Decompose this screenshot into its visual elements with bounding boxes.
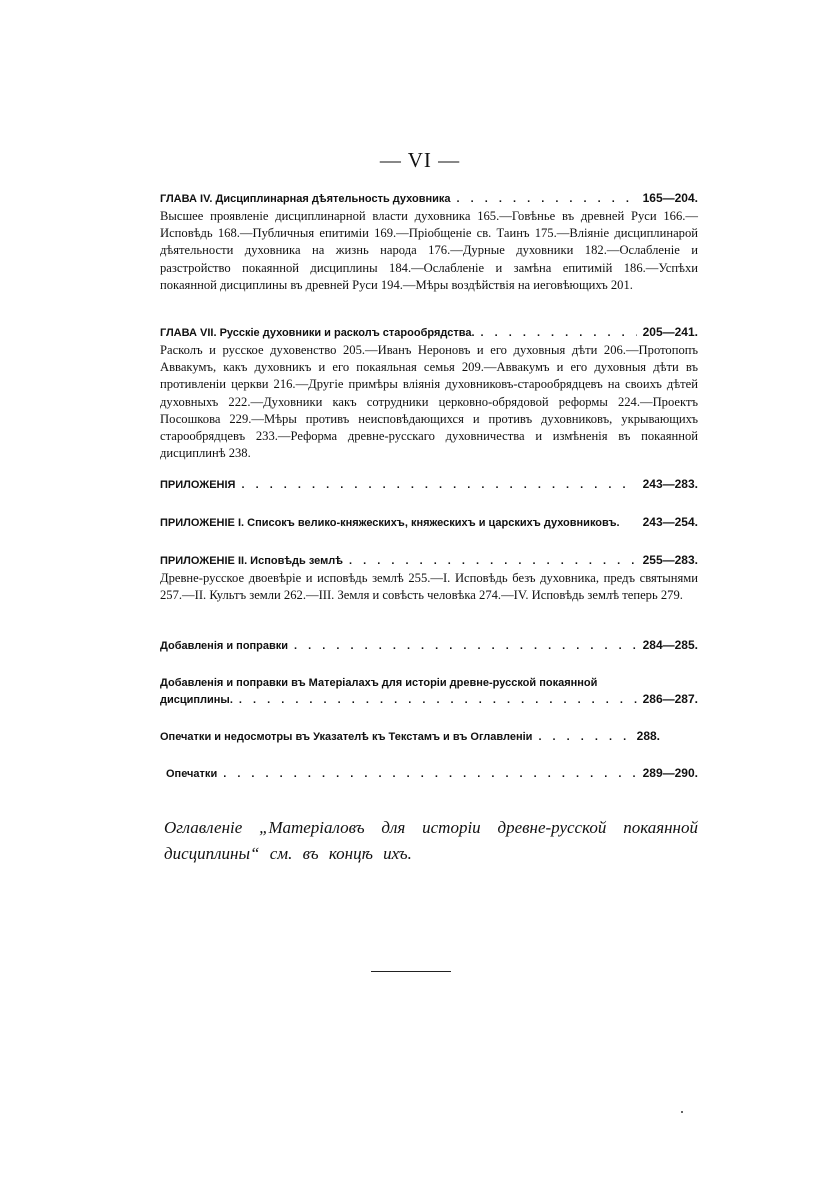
- dot-leader: [239, 692, 637, 708]
- toc-entry-pages: 165—204.: [642, 191, 698, 205]
- dot-leader: [223, 766, 636, 782]
- toc-entry-pages: 288.: [636, 729, 660, 743]
- print-speck: [681, 1111, 683, 1113]
- toc-entry-heading: [166, 765, 698, 782]
- dot-leader: [457, 191, 637, 207]
- page-number: — VI —: [379, 148, 461, 172]
- toc-entry-errata: [160, 765, 698, 782]
- dot-leader: [481, 325, 637, 341]
- dot-leader: [294, 638, 637, 654]
- toc-entry-heading: [160, 514, 698, 531]
- toc-entry-heading: [160, 637, 698, 654]
- dot-leader: [349, 553, 637, 569]
- toc-entry-heading: [160, 728, 660, 745]
- toc-entry-title: Опечатки: [166, 768, 218, 780]
- toc-entry-title: ГЛАВА IV. Дисциплинарная дѣятельность духовника: [160, 193, 451, 205]
- toc-entry-description: Древне-русское двоевѣріе и исповѣдь землѣ 255.—I. Исповѣдь безъ духовника, предъ святынями 257.—II. Культъ земли 262.—III. Земля и совѣсть человѣка 274.—IV. Исповѣдь землѣ теперь 279.: [160, 571, 698, 603]
- toc-entry-heading: [160, 324, 698, 341]
- toc-entry-title: ПРИЛОЖЕНІЕ II. Исповѣдь землѣ: [160, 555, 344, 567]
- toc-entry-title: ГЛАВА VII. Русскіе духовники и расколъ старообрядства.: [160, 327, 475, 339]
- toc-entry-title: ПРИЛОЖЕНІЕ I. Списокъ велико-княжескихъ, княжескихъ и царскихъ духовниковъ.: [160, 517, 620, 529]
- toc-entry-chapter-7: [160, 324, 698, 462]
- toc-entry-pages: 289—290.: [642, 766, 698, 780]
- toc-entry-heading: [160, 190, 698, 207]
- toc-entry-heading-line-1: [160, 675, 698, 691]
- toc-entry-pages: 205—241.: [642, 325, 698, 339]
- closing-rule: [371, 971, 451, 972]
- toc-entry-appendix-2: [160, 552, 698, 604]
- toc-entry-pages: 286—287.: [642, 692, 698, 706]
- toc-entry-pages: 243—254.: [642, 515, 698, 529]
- table-of-contents: [160, 190, 698, 780]
- toc-entry-appendices: [160, 476, 698, 493]
- toc-entry-title: Добавленія и поправки: [160, 640, 289, 652]
- toc-entry-title: Добавленія и поправки въ Матеріалахъ для исторіи древне-русской покаянной: [160, 677, 598, 689]
- toc-entry-heading-line-2: [160, 691, 698, 708]
- toc-entry-heading: [160, 476, 698, 493]
- toc-entry-chapter-4: [160, 190, 698, 294]
- toc-entry-errata-index: [160, 728, 660, 745]
- toc-entry-description: Расколъ и русское духовенство 205.—Иванъ Нероновъ и его духовныя дѣти 206.—Протопопъ Аввакумъ, какъ духовникъ и его покаяльная семья 209.—Аввакумъ и его духовныя дѣти въ противленіи церкви 216.—Другіе примѣры вліянія духовниковъ-старообрядцевъ на своихъ дѣтей духовныхъ 222.—Духовники какъ сотрудники церковно-обрядовой реформы 224.—Проектъ Посошкова 229.—Мѣры противъ неисповѣдающихся и противъ духовниковъ, укрывающихъ старообрядцевъ 233.—Реформа древне-русскаго духовничества и измѣненія въ покаянной дисциплинѣ 238.: [160, 343, 698, 461]
- toc-entry-additions: [160, 637, 698, 654]
- toc-entry-appendix-1: [160, 514, 698, 531]
- toc-entry-heading: [160, 552, 698, 569]
- toc-entry-description: Высшее проявленіе дисциплинарной власти духовника 165.—Говѣнье въ древней Руси 166.—Исповѣдь 168.—Публичныя епитиміи 169.—Пріобщеніе св. Таинъ 175.—Вліяніе дисциплинарой дѣятельности духовника на жизнь народа 176.—Дурные духовники 182.—Ослабленіе и разстройство покаянной дисциплины 184.—Ослабленіе и замѣна епитимій 186.—Успѣхи покаянной дисциплины въ древней Руси 194.—Мѣры воздѣйствія на иеговѣющихъ 201.: [160, 209, 698, 292]
- toc-entry-title: Опечатки и недосмотры въ Указателѣ къ Текстамъ и въ Оглавленіи: [160, 731, 533, 743]
- dot-leader: [241, 477, 636, 493]
- toc-entry-pages: 284—285.: [642, 638, 698, 652]
- contents-note: Оглавленіе „Матеріаловъ для исторіи древне-русской покаянной дисциплины“ см. въ концѣ ихъ.: [164, 818, 698, 863]
- toc-entry-title-continued: дисциплины.: [160, 694, 233, 706]
- toc-entry-pages: 255—283.: [642, 553, 698, 567]
- toc-entry-pages: 243—283.: [642, 477, 698, 491]
- dot-leader: [538, 729, 630, 745]
- toc-entry-title: ПРИЛОЖЕНІЯ: [160, 479, 236, 491]
- toc-entry-additions-materials: [160, 675, 698, 708]
